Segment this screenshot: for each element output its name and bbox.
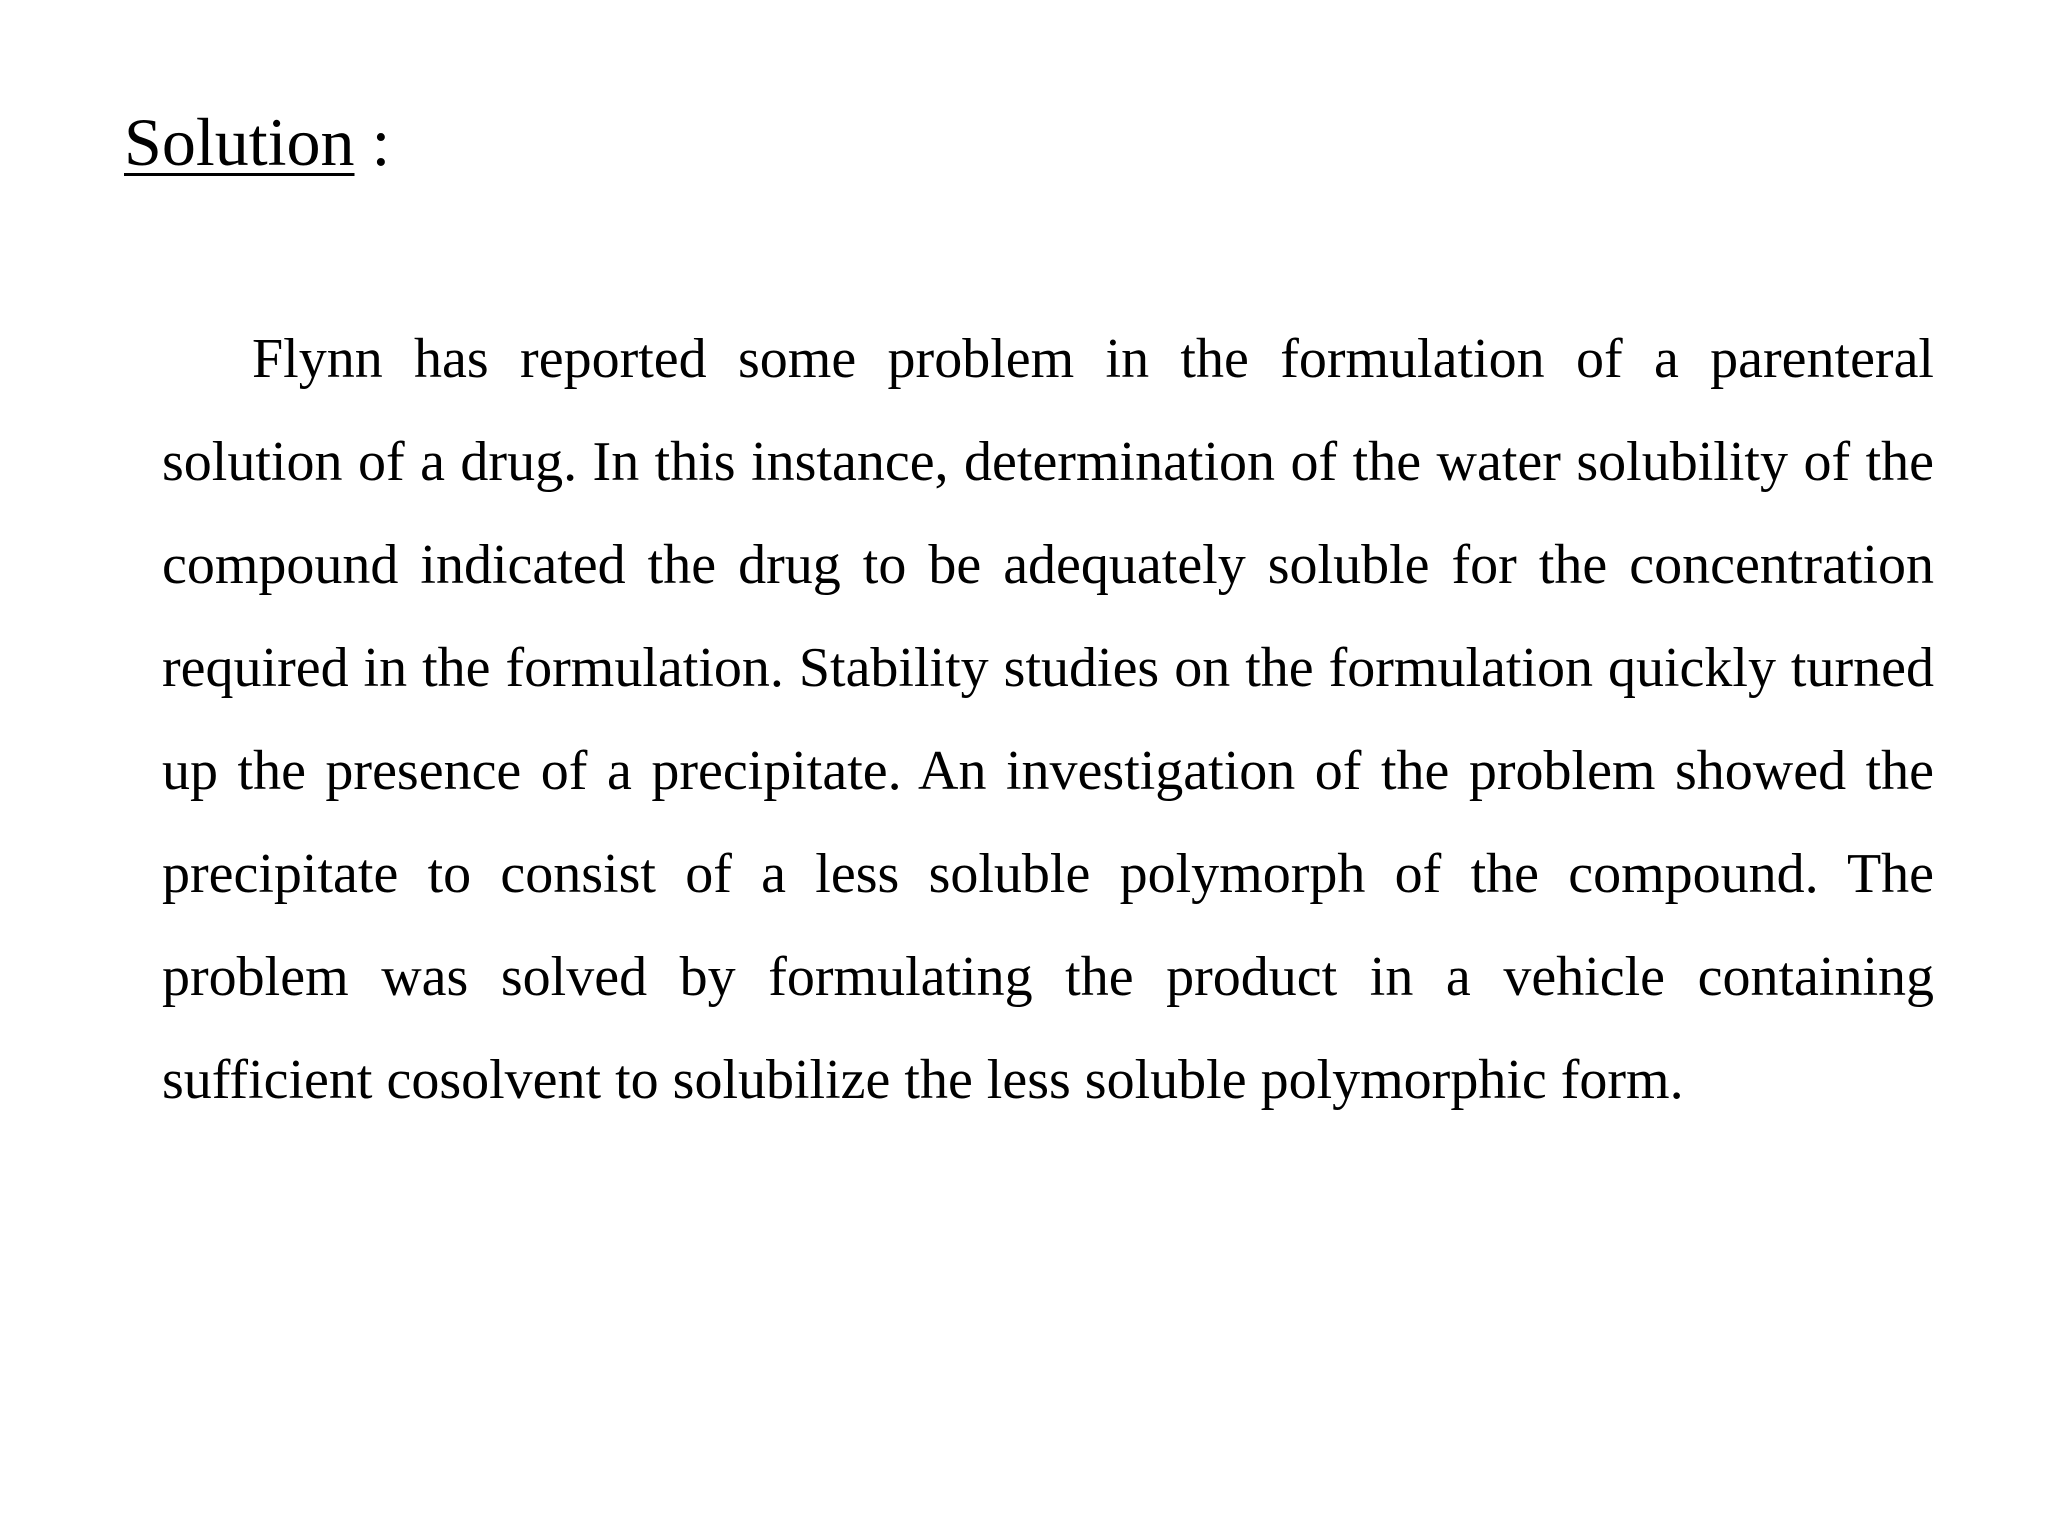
heading-title: Solution [124,104,355,180]
section-heading [124,102,390,182]
solution-paragraph: Flynn has reported some problem in the formulation of a parenteral solution of a drug. In this instance, determination of the water solubility of the compound indicated the drug to be adequately soluble for the concentration required in the formulation. Stability studies on the formulation quickly turned up the presence of a precipitate. An investigation of the problem showed the precipitate to consist of a less soluble polymorph of the compound. The problem was solved by formulating the product in a vehicle containing sufficient cosolvent to solubilize the less soluble polymorphic form. [162,328,1934,1111]
heading-colon: : [354,104,391,180]
